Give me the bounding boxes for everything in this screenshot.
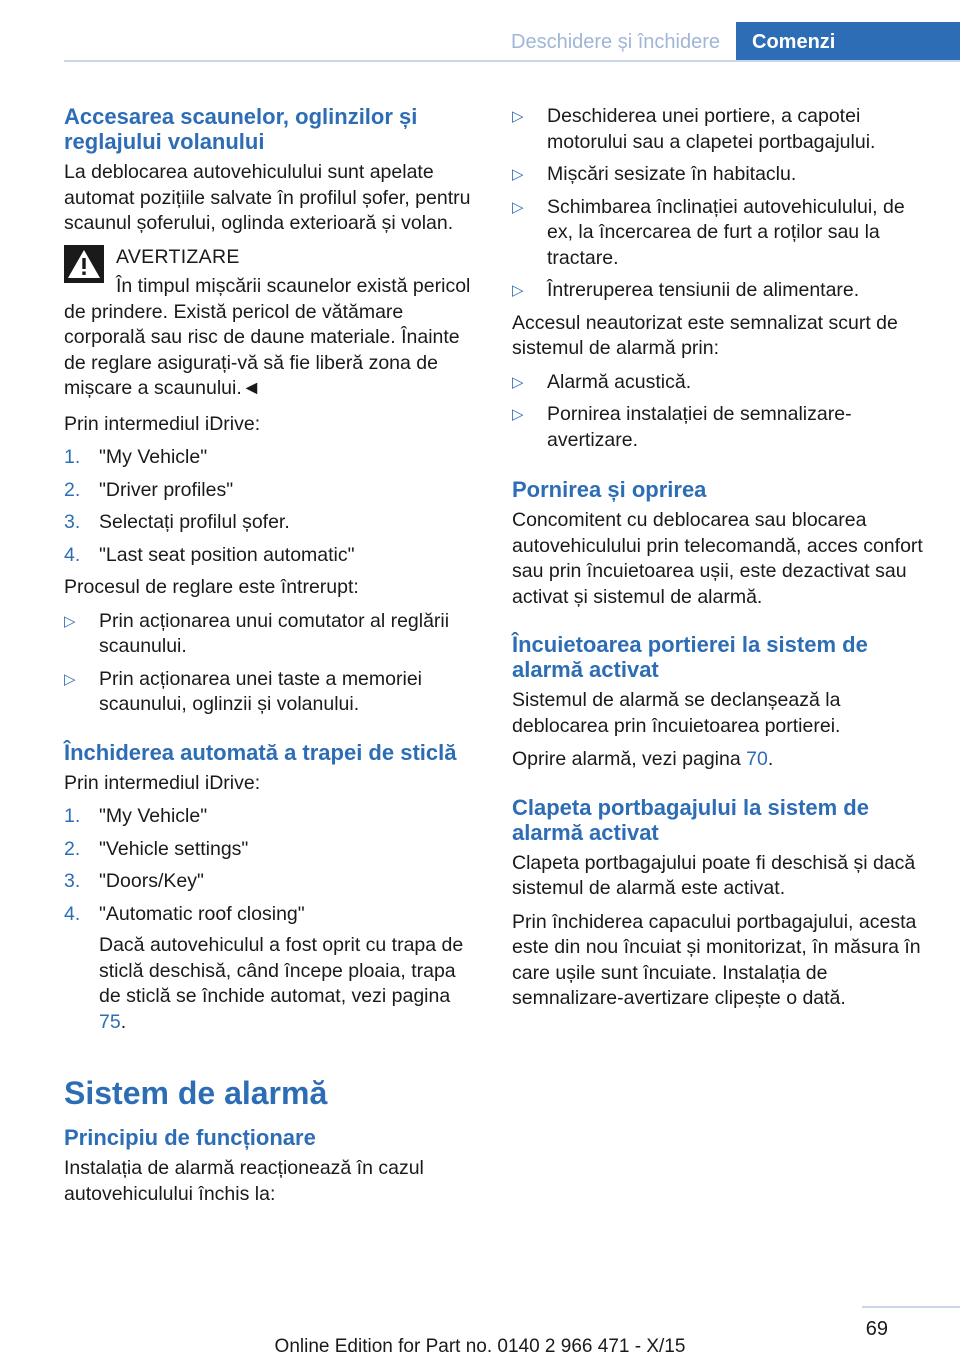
warning-title: AVERTIZARE [116,245,240,268]
bullet-triangle-icon: ▷ [64,670,76,688]
paragraph-idrive-1: Prin intermediul iDrive: [64,412,261,435]
right-column [512,104,928,1020]
bullet-text: Prin acționarea unei taste a memoriei scaunului, oglinzii și volanului. [99,667,422,715]
step-number: 3. [64,511,81,533]
step-text: "Driver profiles" [99,478,234,501]
paragraph-interrupt: Procesul de reglare este întrerupt: [64,576,359,598]
steps-roof-closing [64,804,476,1035]
warning-text-first-line: În timpul mișcării scaunelor există pericol [116,275,471,297]
bullet-text: Alarmă acustică. [547,370,692,393]
heading-door-lock: Încuietoarea portierei la sistem de alarmă activat [512,632,868,682]
page-number: 69 [865,1318,888,1340]
page-link-70[interactable]: 70 [746,748,768,770]
bullet-triangle-icon: ▷ [512,198,524,216]
bullet-text: Întreruperea tensiunii de alimentare. [547,279,860,301]
bullet-triangle-icon: ▷ [512,166,524,183]
bullet-triangle-icon: ▷ [512,108,524,125]
heading-principle: Principiu de funcționare [64,1125,316,1150]
bullet-triangle-icon: ▷ [512,282,524,299]
step-number: 4. [64,902,81,925]
heading-seat-access: Accesarea scaunelor, oglinzilor și reglajului volanului [64,104,418,154]
footer-edition: Online Edition for Part no. 0140 2 966 471 - X/15 [274,1336,686,1357]
stop-alarm-text: Oprire alarmă, vezi pagina [512,748,741,770]
list-item [512,104,928,155]
step-text: "Automatic roof closing" [99,902,305,925]
paragraph-on-off: Concomitent cu deblocarea sau blocarea autovehiculului prin telecomandă, acces confort sau prin încuietoarea ușii, este dezactivat sau activat și sistemul de alarmă. [512,509,923,608]
bullet-text: Prin acționarea unui comutator al reglării scaunului. [99,609,450,657]
list-item [64,804,476,830]
heading-trunk-lid: Clapeta portbagajului la sistem de alarmă activat [512,794,869,845]
warning-text: de prindere. Există pericol de vătămare corporală sau risc de daune materiale. Înainte de reglare asigurați-vă să fie liberă zona de mișcare a scaunului.◄ [64,300,460,399]
step-text: "Vehicle settings" [99,837,249,860]
step-number: 3. [64,870,81,892]
left-column [64,104,476,1215]
step-note-text: Dacă autovehiculul a fost oprit cu trapa de sticlă deschisă, când începe ploaia, trapa de sticlă se închide automat, vezi pagina [99,934,464,1007]
list-item [64,609,476,660]
paragraph-door-lock: Sistemul de alarmă se declanșează la deblocarea prin încuietoarea portierei. [512,689,841,737]
bullet-triangle-icon: ▷ [512,373,524,391]
step-number: 4. [64,543,81,566]
header-rule [64,60,960,62]
step-text: "Doors/Key" [99,870,204,892]
list-item [512,278,928,304]
list-item [64,478,476,504]
list-item [64,445,476,471]
heading-roof-closing: Închiderea automată a trapei de sticlă [64,739,457,765]
page-link-75[interactable]: 75 [99,1010,121,1033]
list-item [64,543,476,569]
page-number-rule [862,1306,960,1308]
bullet-triangle-icon: ▷ [64,612,76,630]
header-section-title: Deschidere și închidere [511,31,720,53]
paragraph-idrive-2: Prin intermediul iDrive: [64,771,261,794]
bullets-triggers [512,104,928,304]
list-item [64,869,476,895]
list-item [64,667,476,718]
bullet-text: Deschiderea unei portiere, a capotei motorului sau a clapetei portbagajului. [547,105,876,153]
heading-alarm-system: Sistem de alarmă [64,1075,328,1111]
bullets-interrupt [64,609,476,718]
bullet-text: Schimbarea înclinației autovehiculului, de ex, la încercarea de furt a roților sau la tractare. [547,195,905,269]
list-item [64,837,476,863]
heading-on-off: Pornirea și oprirea [512,477,707,502]
step-number: 2. [64,478,81,501]
warning-icon [64,245,104,283]
steps-driver-profile [64,445,476,568]
list-item [512,402,928,453]
warning-box [64,245,476,402]
bullets-signal [512,370,928,454]
paragraph-principle: Instalația de alarmă reacționează în cazul autovehiculului închis la: [64,1157,424,1205]
paragraph-stop-alarm: Oprire alarmă, vezi pagina 70. [512,748,774,770]
header-chapter-tab: Comenzi [736,22,960,62]
bullet-text: Mișcări sesizate în habitaclu. [547,163,797,185]
step-text: "Last seat position automatic" [99,543,355,566]
list-item [64,902,476,1036]
paragraph-signal: Accesul neautorizat este semnalizat scurt de sistemul de alarmă prin: [512,311,898,359]
list-item [64,510,476,536]
step-text: "My Vehicle" [99,805,208,827]
step-text: Selectați profilul șofer. [99,511,290,533]
step-text: "My Vehicle" [99,446,208,468]
list-item [512,195,928,272]
bullet-triangle-icon: ▷ [512,406,524,423]
step-number: 1. [64,446,81,468]
step-number: 2. [64,837,81,860]
step-number: 1. [64,805,81,827]
list-item [512,370,928,396]
bullet-text: Pornirea instalației de semnalizare-avertizare. [547,403,852,451]
list-item [512,162,928,188]
step-note: Dacă autovehiculul a fost oprit cu trapa de sticlă deschisă, când începe ploaia, trapa de sticlă se închide automat, vezi pagina 75. [99,934,464,1033]
paragraph-seat-access: La deblocarea autovehiculului sunt apelate automat pozițiile salvate în profilul șofer, pentru scaunul șoferului, oglinda exterioară și volan. [64,161,471,234]
paragraph-trunk-2: Prin închiderea capacului portbagajului, acesta este din nou încuiat și monitorizat, în măsura în care ușile sunt încuiate. Instalația de semnalizare-avertizare clipește o dată. [512,910,921,1009]
paragraph-trunk-1: Clapeta portbagajului poate fi deschisă și dacă sistemul de alarmă este activat. [512,851,916,899]
